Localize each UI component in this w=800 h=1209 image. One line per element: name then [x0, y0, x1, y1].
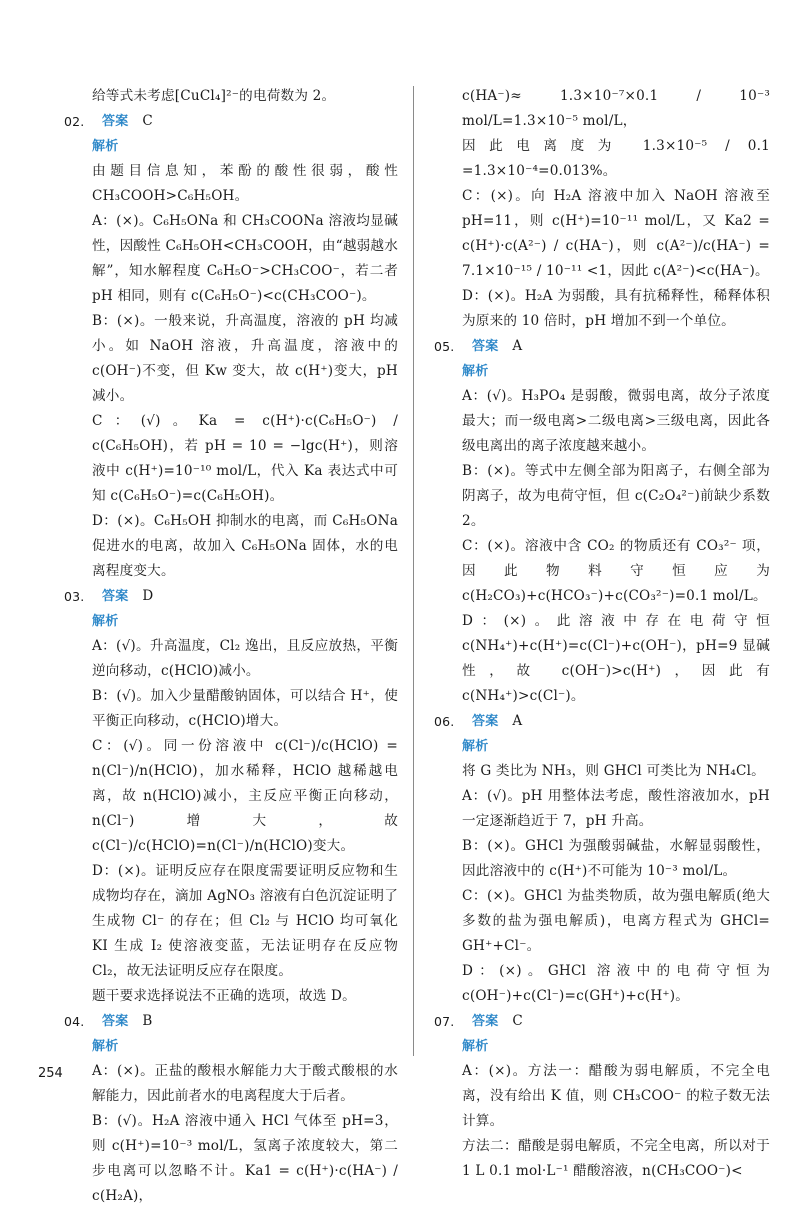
explanation-label: 解析: [92, 614, 119, 629]
explanation-label: 解析: [92, 139, 119, 154]
paragraph: D：(×)。此溶液中存在电荷守恒 c(NH₄⁺)+c(H⁺)=c(Cl⁻)+c(OH⁻)，pH=9 显碱性，故 c(OH⁻)>c(H⁺)，因此有 c(NH₄⁺)>c(Cl⁻)。: [462, 613, 770, 704]
explanation-label: 解析: [462, 1039, 489, 1054]
answer-label: 答案: [102, 1014, 129, 1029]
paragraph: 由题目信息知，苯酚的酸性很弱，酸性 CH₃COOH>C₆H₅OH。: [92, 163, 398, 204]
answer-value: A: [512, 338, 523, 354]
paragraph: 方法二：醋酸是弱电解质，不完全电离，所以对于 1 L 0.1 mol·L⁻¹ 醋酸溶液，n(CH₃COO⁻)<: [462, 1138, 770, 1179]
question-number: 02.: [64, 114, 85, 129]
paragraph: A：(×)。C₆H₅ONa 和 CH₃COONa 溶液均显碱性，因酸性 C₆H₅OH<CH₃COOH，由“越弱越水解”，知水解程度 C₆H₅O⁻>CH₃COO⁻，若二者 pH 相同，则有 c(C₆H₅O⁻)<c(CH₃COO⁻)。: [92, 213, 398, 304]
explanation-label: 解析: [462, 739, 489, 754]
question-header: [434, 709, 770, 734]
answer-value: C: [142, 113, 153, 129]
explanation-label: 解析: [92, 1039, 119, 1054]
paragraph: A：(√)。pH 用整体法考虑，酸性溶液加水，pH 一定逐渐趋近于 7，pH 升高。: [462, 788, 770, 829]
answer-label: 答案: [102, 114, 129, 129]
answer-label: 答案: [472, 339, 499, 354]
paragraph: 给等式未考虑[CuCl₄]²⁻的电荷数为 2。: [92, 88, 336, 104]
paragraph: C：(√)。Ka = c(H⁺)·c(C₆H₅O⁻) / c(C₆H₅OH)，若 pH = 10 = −lgc(H⁺)，则溶液中 c(H⁺)=10⁻¹⁰ mol/L，代入 Ka 表达式中可知 c(C₆H₅O⁻)=c(C₆H₅OH)。: [92, 413, 398, 504]
paragraph: A：(×)。正盐的酸根水解能力大于酸式酸根的水解能力，因此前者水的电离程度大于后者。: [92, 1063, 398, 1104]
paragraph: D：(×)。证明反应存在限度需要证明反应物和生成物均存在，滴加 AgNO₃ 溶液有白色沉淀证明了生成物 Cl⁻ 的存在；但 Cl₂ 与 HClO 均可氧化 KI 生成 I₂ 使溶液变蓝，无法证明存在反应物 Cl₂，故无法证明反应存在限度。: [92, 863, 398, 979]
paragraph: B：(×)。GHCl 为强酸弱碱盐，水解显弱酸性，因此溶液中的 c(H⁺)不可能为 10⁻³ mol/L。: [462, 838, 770, 879]
answer-label: 答案: [472, 714, 499, 729]
paragraph: 因此电离度为 1.3×10⁻⁵ / 0.1 =1.3×10⁻⁴=0.013%。: [462, 138, 770, 179]
paragraph: B：(√)。加入少量醋酸钠固体，可以结合 H⁺，使平衡正向移动，c(HClO)增大。: [92, 688, 398, 729]
question-number: 06.: [434, 714, 455, 729]
answer-value: B: [142, 1013, 153, 1029]
paragraph: A：(×)。方法一：醋酸为弱电解质，不完全电离，没有给出 K 值，则 CH₃COO⁻ 的粒子数无法计算。: [462, 1063, 770, 1129]
paragraph: C：(×)。GHCl 为盐类物质，故为强电解质(绝大多数的盐为强电解质)，电离方程式为 GHCl= GH⁺+Cl⁻。: [462, 888, 770, 954]
question-number: 03.: [64, 589, 85, 604]
paragraph: A：(√)。升高温度，Cl₂ 逸出，且反应放热，平衡逆向移动，c(HClO)减小。: [92, 638, 398, 679]
question-header: [434, 1009, 770, 1034]
column-divider: [413, 86, 414, 1056]
answer-value: A: [512, 713, 523, 729]
answer-label: 答案: [472, 1014, 499, 1029]
paragraph: 将 G 类比为 NH₃，则 GHCl 可类比为 NH₄Cl。: [462, 763, 765, 779]
question-number: 04.: [64, 1014, 85, 1029]
paragraph: D：(×)。GHCl 溶液中的电荷守恒为 c(OH⁻)+c(Cl⁻)=c(GH⁺)+c(H⁺)。: [462, 963, 770, 1004]
paragraph: D：(×)。C₆H₅OH 抑制水的电离，而 C₆H₅ONa 促进水的电离，故加入 C₆H₅ONa 固体，水的电离程度变大。: [92, 513, 398, 579]
question-header: [64, 109, 398, 134]
answer-value: D: [142, 588, 154, 604]
question-header: [64, 1009, 398, 1034]
paragraph: c(HA⁻)≈ 1.3×10⁻⁷×0.1 / 10⁻³ mol/L=1.3×10⁻⁵ mol/L，: [462, 88, 770, 129]
page-number: 254: [38, 1066, 63, 1081]
paragraph: C：(×)。向 H₂A 溶液中加入 NaOH 溶液至 pH=11，则 c(H⁺)=10⁻¹¹ mol/L，又 Ka2 = c(H⁺)·c(A²⁻) / c(HA⁻)，则 c(A²⁻)/c(HA⁻) = 7.1×10⁻¹⁵ / 10⁻¹¹ <1，因此 c(A²⁻)<c(HA⁻)。: [462, 188, 770, 279]
paragraph: C：(√)。同一份溶液中 c(Cl⁻)/c(HClO) = n(Cl⁻)/n(HClO)，加水稀释，HClO 越稀越电离，故 n(HClO)减小，主反应平衡正向移动，n(Cl⁻)增大，故 c(Cl⁻)/c(HClO)=n(Cl⁻)/n(HClO)变大。: [92, 738, 398, 854]
answer-value: C: [512, 1013, 523, 1029]
answer-label: 答案: [102, 589, 129, 604]
explanation-label: 解析: [462, 364, 489, 379]
question-number: 05.: [434, 339, 455, 354]
right-column: [434, 84, 770, 1184]
paragraph: 题干要求选择说法不正确的选项，故选 D。: [92, 988, 356, 1004]
paragraph: C：(×)。溶液中含 CO₂ 的物质还有 CO₃²⁻ 项，因此物料守恒应为 c(H₂CO₃)+c(HCO₃⁻)+c(CO₃²⁻)=0.1 mol/L。: [462, 538, 770, 604]
question-header: [64, 584, 398, 609]
paragraph: B：(×)。一般来说，升高温度，溶液的 pH 均减小。如 NaOH 溶液，升高温度，溶液中的 c(OH⁻)不变，但 Kw 变大，故 c(H⁺)变大，pH 减小。: [92, 313, 398, 404]
paragraph: D：(×)。H₂A 为弱酸，具有抗稀释性，稀释体积为原来的 10 倍时，pH 增加不到一个单位。: [462, 288, 770, 329]
left-column: [64, 84, 398, 1209]
question-number: 07.: [434, 1014, 455, 1029]
paragraph: B：(×)。等式中左侧全部为阳离子，右侧全部为阴离子，故为电荷守恒，但 c(C₂O₄²⁻)前缺少系数 2。: [462, 463, 770, 529]
paragraph: B：(√)。H₂A 溶液中通入 HCl 气体至 pH=3，则 c(H⁺)=10⁻³ mol/L，氢离子浓度较大，第二步电离可以忽略不计。Ka1 = c(H⁺)·c(HA⁻) / c(H₂A)，: [92, 1113, 398, 1204]
question-header: [434, 334, 770, 359]
paragraph: A：(√)。H₃PO₄ 是弱酸，微弱电离，故分子浓度最大；而一级电离>二级电离>三级电离，因此各级电离出的离子浓度越来越小。: [462, 388, 770, 454]
